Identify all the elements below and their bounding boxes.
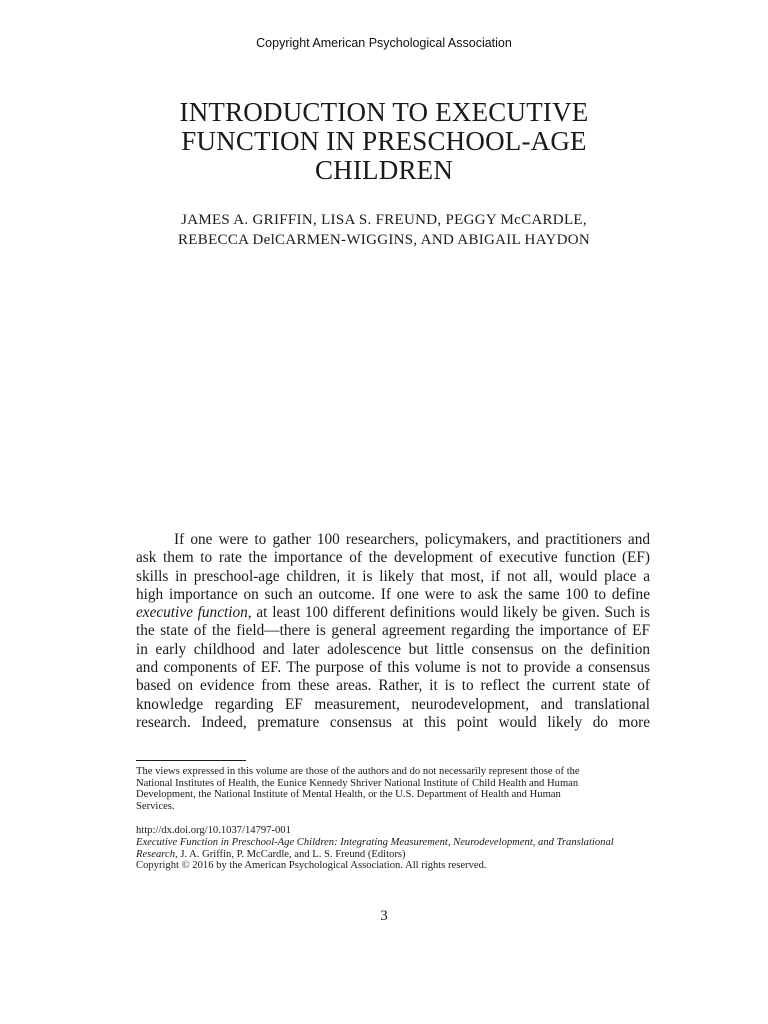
footnote-line: Development, the National Institute of Mental Health, or the U.S. Department of Health and Human	[136, 789, 561, 801]
author-line: REBECCA DelCARMEN-WIGGINS, AND ABIGAIL HAYDON	[178, 232, 590, 248]
body-line: If one were to gather 100 researchers, policymakers, and practitioners and	[174, 531, 650, 548]
author-list	[0, 210, 768, 250]
page-number: 3	[380, 908, 388, 924]
body-line: based on evidence from these areas. Rather, it is to reflect the current state of	[136, 677, 650, 695]
body-line: research. Indeed, premature consensus at this point would likely do more	[136, 713, 650, 731]
footnote-line: National Institutes of Health, the Eunice Kennedy Shriver National Institute of Child Health and Human	[136, 777, 579, 789]
body-line: knowledge regarding EF measurement, neurodevelopment, and translational	[136, 695, 650, 713]
body-line: skills in preschool-age children, it is likely that most, if not all, would place a	[136, 567, 650, 585]
chapter-title-line: CHILDREN	[314, 155, 454, 185]
copyright-line: Copyright © 2016 by the American Psychological Association. All rights reserved.	[136, 860, 487, 872]
book-title: Executive Function in Preschool-Age Children: Integrating Measurement, Neurodevelopment, and Translational	[136, 836, 614, 848]
book-editors-line	[136, 849, 650, 861]
chapter-title	[0, 98, 768, 185]
body-line: the state of the field—there is general agreement regarding the importance of EF	[136, 622, 650, 640]
book-title-line	[136, 837, 650, 849]
copyright-header: Copyright American Psychological Association	[256, 36, 512, 50]
footnote-line: Services.	[136, 800, 175, 812]
body-line: ask them to rate the importance of the development of executive function (EF)	[136, 549, 650, 567]
footnote-line: The views expressed in this volume are those of the authors and do not necessarily represent those of the	[136, 766, 580, 777]
body-line: and components of EF. The purpose of this volume is not to provide a consensus	[136, 659, 650, 677]
source-citation	[136, 825, 650, 872]
body-line: in early childhood and later adolescence but little consensus on the definition	[136, 640, 650, 658]
footnote	[136, 766, 650, 812]
book-title-end: Research,	[136, 848, 178, 860]
chapter-title-line: FUNCTION IN PRESCHOOL-AGE	[181, 126, 587, 156]
footnote-divider	[136, 760, 246, 761]
doi-link[interactable]: http://dx.doi.org/10.1037/14797-001	[136, 825, 291, 836]
body-line: high importance on such an outcome. If one were to ask the same 100 to define	[136, 585, 650, 603]
body-paragraph	[136, 531, 650, 732]
italic-term: executive function	[136, 604, 248, 622]
editors-text: J. A. Griffin, P. McCardle, and L. S. Freund (Editors)	[177, 848, 406, 860]
chapter-title-line: INTRODUCTION TO EXECUTIVE	[179, 97, 589, 127]
body-line	[136, 604, 650, 622]
body-line-text: , at least 100 different definitions would likely be given. Such is	[247, 604, 651, 622]
author-line: JAMES A. GRIFFIN, LISA S. FREUND, PEGGY McCARDLE,	[181, 212, 587, 228]
